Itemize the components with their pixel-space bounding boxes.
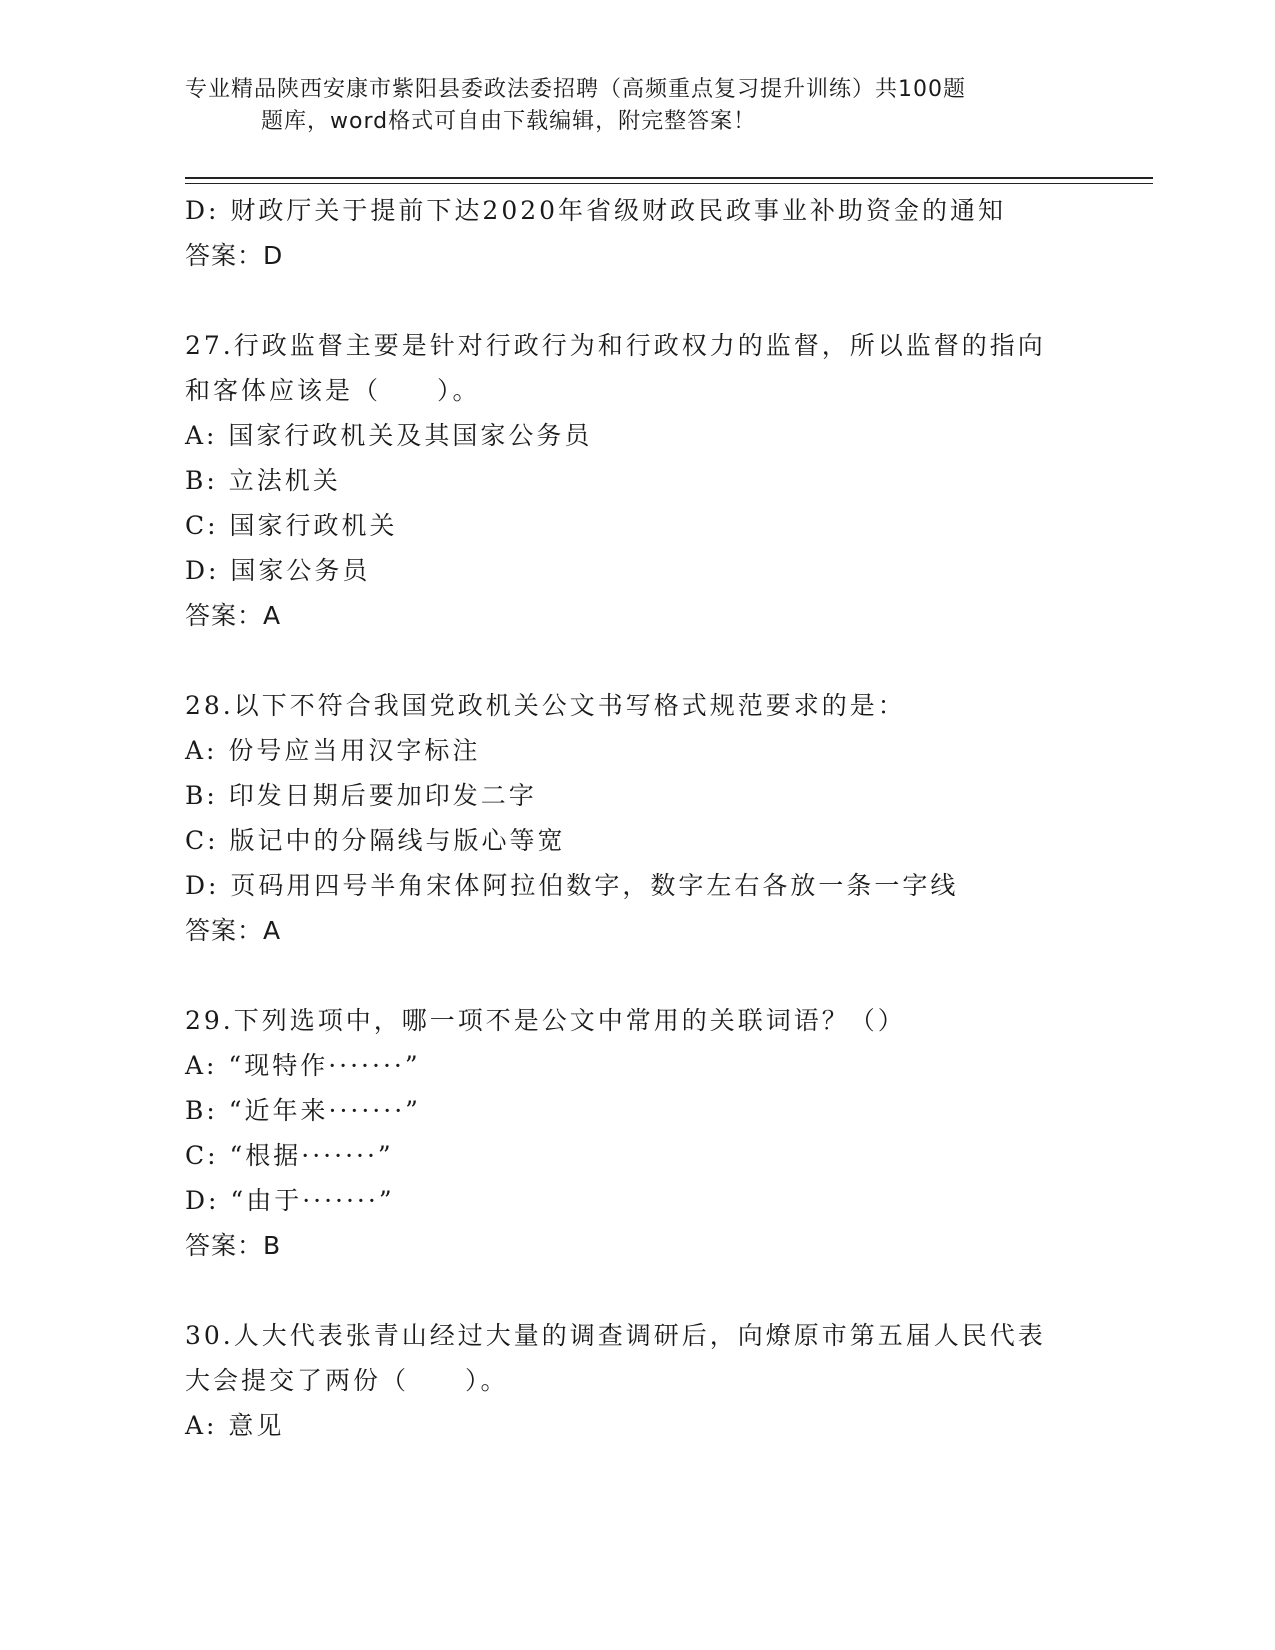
question-stem-continued: 和客体应该是（ ）。 — [185, 376, 481, 405]
document-body — [185, 188, 1085, 1448]
option-a: A: “现特作·······” — [185, 1051, 421, 1080]
answer-label: 答案：B — [185, 1231, 282, 1260]
question-block — [185, 1313, 1085, 1448]
question-block — [185, 323, 1085, 638]
option-d: D: 国家公务员 — [185, 556, 371, 585]
question-stem-continued: 大会提交了两份（ ）。 — [185, 1366, 509, 1395]
answer-label: 答案：A — [185, 916, 282, 945]
header-title-line1: 专业精品陕西安康市紫阳县委政法委招聘（高频重点复习提升训练）共100题 — [185, 77, 966, 102]
option-c: C: “根据·······” — [185, 1141, 394, 1170]
option-a: A: 意见 — [185, 1411, 285, 1440]
option-a: A: 国家行政机关及其国家公务员 — [185, 421, 593, 450]
spacer — [185, 1268, 1085, 1313]
option-d: D: “由于·······” — [185, 1186, 395, 1215]
option-a: A: 份号应当用汉字标注 — [185, 736, 481, 765]
spacer — [185, 638, 1085, 683]
question-stem: 27.行政监督主要是针对行政行为和行政权力的监督，所以监督的指向 — [185, 331, 1046, 360]
option-b: B: 印发日期后要加印发二字 — [185, 781, 537, 810]
document-header — [185, 74, 1085, 138]
answer-label: 答案：A — [185, 601, 282, 630]
option-b: B: 立法机关 — [185, 466, 341, 495]
question-block — [185, 683, 1085, 953]
spacer — [185, 953, 1085, 998]
option-d: D: 财政厅关于提前下达2020年省级财政民政事业补助资金的通知 — [185, 196, 1007, 225]
question-stem: 28.以下不符合我国党政机关公文书写格式规范要求的是： — [185, 691, 906, 720]
option-b: B: “近年来·······” — [185, 1096, 421, 1125]
option-c: C: 国家行政机关 — [185, 511, 398, 540]
header-title-line2: 题库，word格式可自由下载编辑，附完整答案！ — [261, 109, 757, 134]
question-block — [185, 998, 1085, 1268]
question-stem: 29.下列选项中，哪一项不是公文中常用的关联词语？（） — [185, 1006, 906, 1035]
question-stem: 30.人大代表张青山经过大量的调查调研后，向燎原市第五届人民代表 — [185, 1321, 1046, 1350]
answer-label: 答案：D — [185, 241, 284, 270]
header-divider-thick — [185, 177, 1153, 179]
header-divider-thin — [185, 183, 1153, 184]
option-d: D: 页码用四号半角宋体阿拉伯数字，数字左右各放一条一字线 — [185, 871, 959, 900]
option-c: C: 版记中的分隔线与版心等宽 — [185, 826, 566, 855]
spacer — [185, 278, 1085, 323]
